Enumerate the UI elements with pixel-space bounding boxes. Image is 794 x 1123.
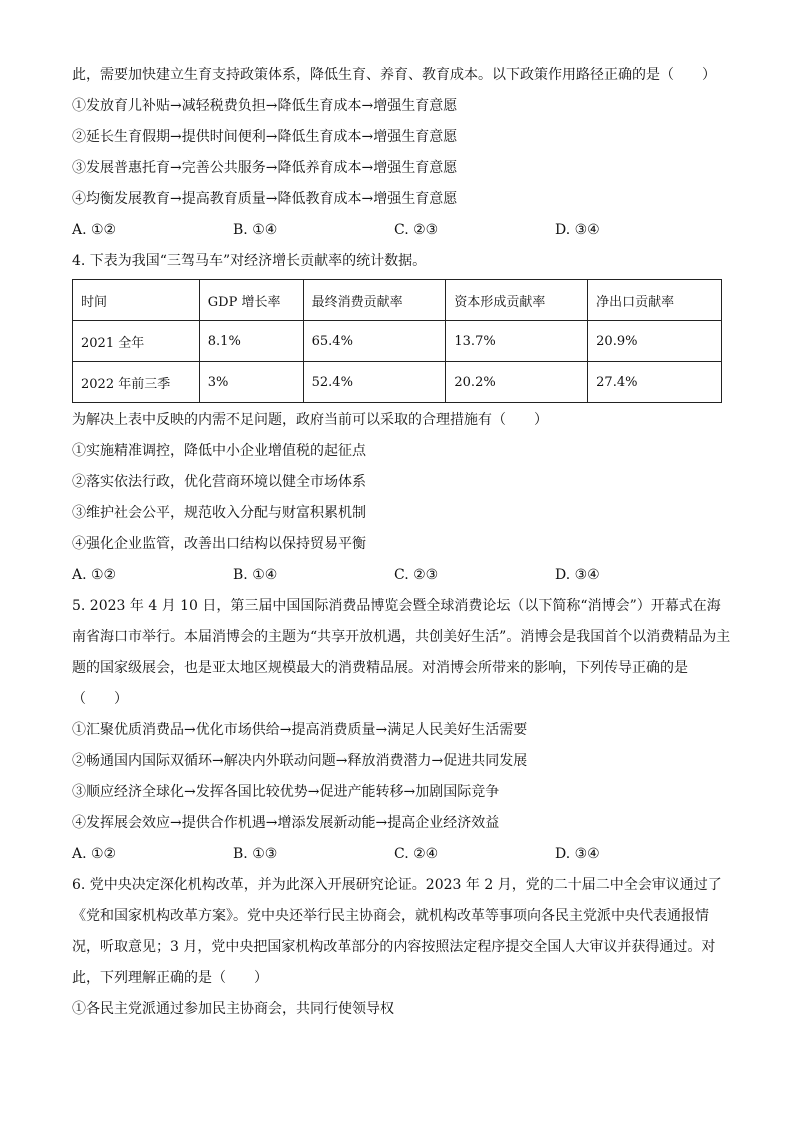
q6-stem: 6. 党中央决定深化机构改革，并为此深入开展研究论证。2023 年 2 月，党的二十届二中全会审议通过了《党和国家机构改革方案》。党中央还举行民主协商会，就机构改革等事项向各民主党派中央代表通报情况，听取意见；3 月，党中央把国家机构改革部分的内容按照法定程序提交全国人大审议并获得通过。对此，下列理解正确的是（ ） [72,877,722,986]
table-cell: 13.7% [446,321,588,362]
table-cell: 2022 年前三季 [73,362,200,403]
table-cell: 20.2% [446,362,588,403]
q5-item-1: ①汇聚优质消费品→优化市场供给→提高消费质量→满足人民美好生活需要 [72,722,528,738]
q6-item-1: ①各民主党派通过参加民主协商会，共同行使领导权 [72,1001,394,1017]
q3-stem: 此，需要加快建立生育支持政策体系，降低生育、养育、教育成本。以下政策作用路径正确的是（ ） [72,67,716,83]
q5-option-c[interactable]: C. ②④ [394,846,439,862]
table-header-cell: 资本形成贡献率 [446,280,588,321]
q4-option-c[interactable]: C. ②③ [394,567,439,583]
q3-options [72,215,732,246]
table-cell: 3% [199,362,303,403]
table-header-row [73,280,722,321]
q3-item-1: ①发放育儿补贴→减轻税费负担→降低生育成本→增强生育意愿 [72,98,458,114]
q4-option-a[interactable]: A. ①② [72,567,117,583]
q5-item-4: ④发挥展会效应→提供合作机遇→增添发展新动能→提高企业经济效益 [72,815,500,831]
q4-item-1: ①实施精准调控，降低中小企业增值税的起征点 [72,443,366,459]
table-header-cell: 最终消费贡献率 [303,280,446,321]
q3-item-4: ④均衡发展教育→提高教育质量→降低教育成本→增强生育意愿 [72,191,458,207]
q3-option-a[interactable]: A. ①② [72,222,117,238]
q5-option-b[interactable]: B. ①③ [233,846,278,862]
q4-stem: 4. 下表为我国“三驾马车”对经济增长贡献率的统计数据。 [72,253,427,269]
q5-stem: 5. 2023 年 4 月 10 日，第三届中国国际消费品博览会暨全球消费论坛（以下简称“消博会”）开幕式在海南省海口市举行。本届消博会的主题为“共享开放机遇，共创美好生活”。消博会是我国首个以消费精品为主题的国家级展会，也是亚太地区规模最大的消费精品展。对消博会所带来的影响，下列传导正确的是（ ） [72,598,731,707]
exam-page [72,60,732,1025]
q3-item-2: ②延长生育假期→提供时间便利→降低生育成本→增强生育意愿 [72,129,458,145]
q3-option-b[interactable]: B. ①④ [233,222,278,238]
table-cell: 2021 全年 [73,321,200,362]
q5-option-a[interactable]: A. ①② [72,846,117,862]
q4-item-4: ④强化企业监管，改善出口结构以保持贸易平衡 [72,536,366,552]
q4-item-2: ②落实依法行政，优化营商环境以健全市场体系 [72,474,366,490]
q4-options [72,560,732,591]
q5-item-3: ③顺应经济全球化→发挥各国比较优势→促进产能转移→加剧国际竞争 [72,784,500,800]
q4-item-3: ③维护社会公平，规范收入分配与财富积累机制 [72,505,366,521]
q3-option-c[interactable]: C. ②③ [394,222,439,238]
table-cell: 65.4% [303,321,446,362]
q5-option-d[interactable]: D. ③④ [555,846,600,862]
table-cell: 52.4% [303,362,446,403]
q4-option-b[interactable]: B. ①④ [233,567,278,583]
q3-item-3: ③发展普惠托育→完善公共服务→降低养育成本→增强生育意愿 [72,160,458,176]
table-cell: 8.1% [199,321,303,362]
table-cell: 27.4% [588,362,722,403]
table-row [73,321,722,362]
q5-options [72,839,732,870]
table-header-cell: 时间 [73,280,200,321]
table-header-cell: GDP 增长率 [199,280,303,321]
q5-item-2: ②畅通国内国际双循环→解决内外联动问题→释放消费潜力→促进共同发展 [72,753,528,769]
table-header-cell: 净出口贡献率 [588,280,722,321]
q4-option-d[interactable]: D. ③④ [555,567,600,583]
q4-question: 为解决上表中反映的内需不足问题，政府当前可以采取的合理措施有（ ） [72,412,548,428]
q3-option-d[interactable]: D. ③④ [555,222,600,238]
table-row [73,362,722,403]
q4-table [72,279,722,403]
table-cell: 20.9% [588,321,722,362]
